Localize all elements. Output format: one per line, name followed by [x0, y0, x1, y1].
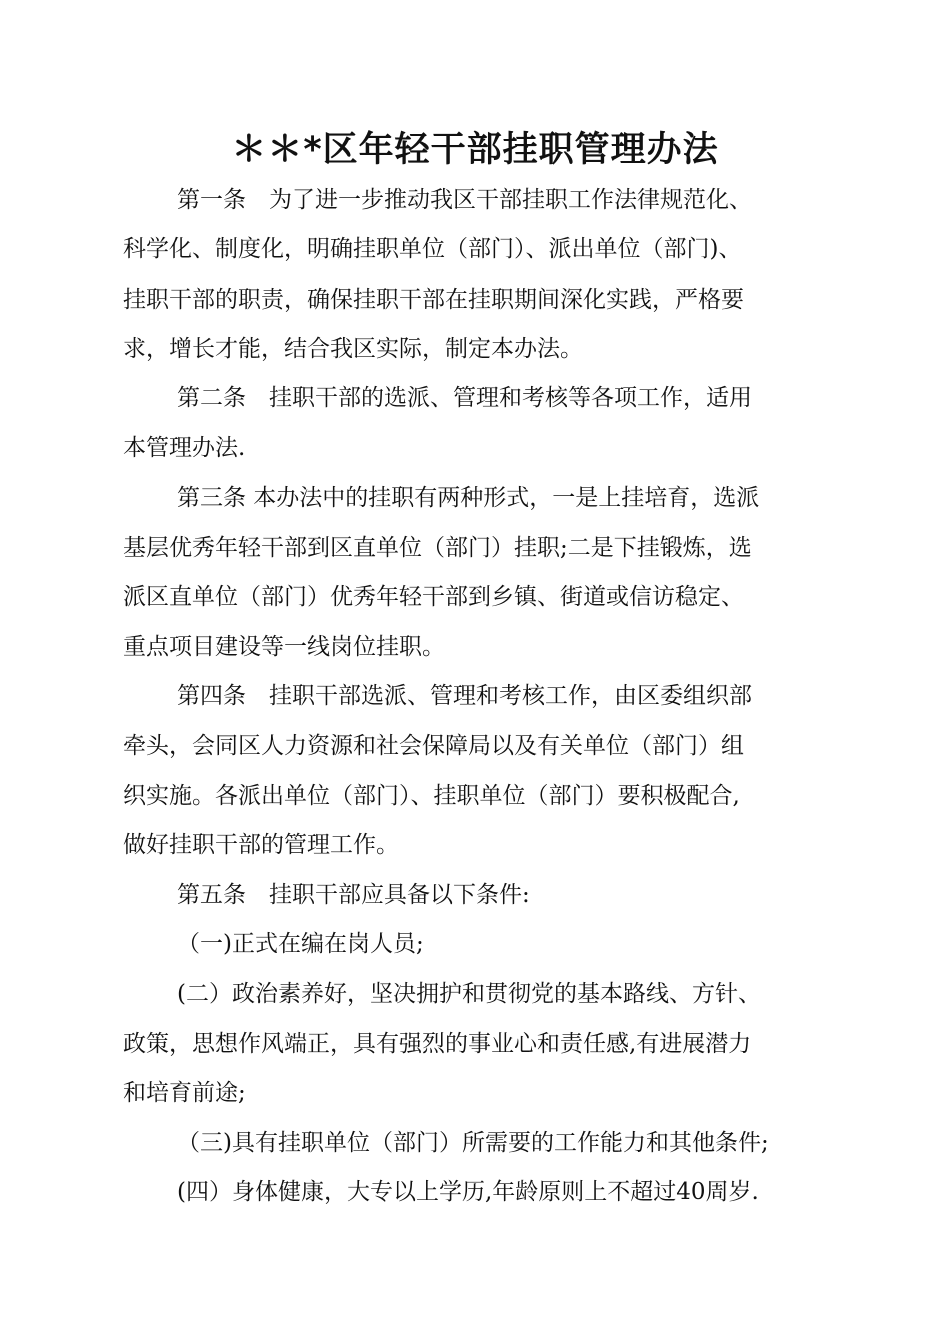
document-title: ＊＊*区年轻干部挂职管理办法 — [231, 130, 719, 170]
article-1-line-2: 科学化、制度化，明确挂职单位（部门）、派出单位（部门)、 — [123, 236, 742, 262]
article-4-line-1: 第四条 挂职干部选派、管理和考核工作，由区委组织部 — [177, 683, 752, 709]
article-4-line-4: 做好挂职干部的管理工作。 — [123, 832, 399, 858]
article-5-heading: 第五条 挂职干部应具备以下条件: — [177, 882, 530, 908]
article-3-line-4: 重点项目建设等一线岗位挂职。 — [123, 634, 445, 660]
article-2-line-1: 第二条 挂职干部的选派、管理和考核等各项工作，适用 — [177, 385, 752, 411]
article-3-line-1: 第三条 本办法中的挂职有两种形式，一是上挂培育，选派 — [177, 485, 760, 511]
article-4-line-3: 织实施。各派出单位（部门）、挂职单位（部门）要积极配合, — [123, 783, 740, 809]
article-2-line-2: 本管理办法. — [123, 435, 246, 461]
article-4-line-2: 牵头，会同区人力资源和社会保障局以及有关单位（部门）组 — [123, 733, 744, 759]
condition-3: （三)具有挂职单位（部门）所需要的工作能力和其他条件; — [177, 1130, 769, 1156]
article-1-line-3: 挂职干部的职责，确保挂职干部在挂职期间深化实践，严格要 — [123, 287, 744, 313]
condition-1: （一)正式在编在岗人员; — [177, 931, 424, 957]
condition-2-line-3: 和培育前途; — [123, 1080, 246, 1106]
condition-4: (四）身体健康，大专以上学历,年龄原则上不超过40周岁. — [177, 1179, 759, 1205]
article-3-line-2: 基层优秀年轻干部到区直单位（部门）挂职;二是下挂锻炼，选 — [123, 535, 752, 561]
condition-2-line-2: 政策，思想作风端正，具有强烈的事业心和责任感,有进展潜力 — [123, 1031, 752, 1057]
condition-2-line-1: (二）政治素养好，坚决拥护和贯彻党的基本路线、方针、 — [177, 981, 761, 1007]
article-1-line-1: 第一条 为了进一步推动我区干部挂职工作法律规范化、 — [177, 187, 752, 213]
article-3-line-3: 派区直单位（部门）优秀年轻干部到乡镇、街道或信访稳定、 — [123, 584, 744, 610]
article-1-line-4: 求，增长才能，结合我区实际，制定本办法。 — [123, 336, 583, 362]
